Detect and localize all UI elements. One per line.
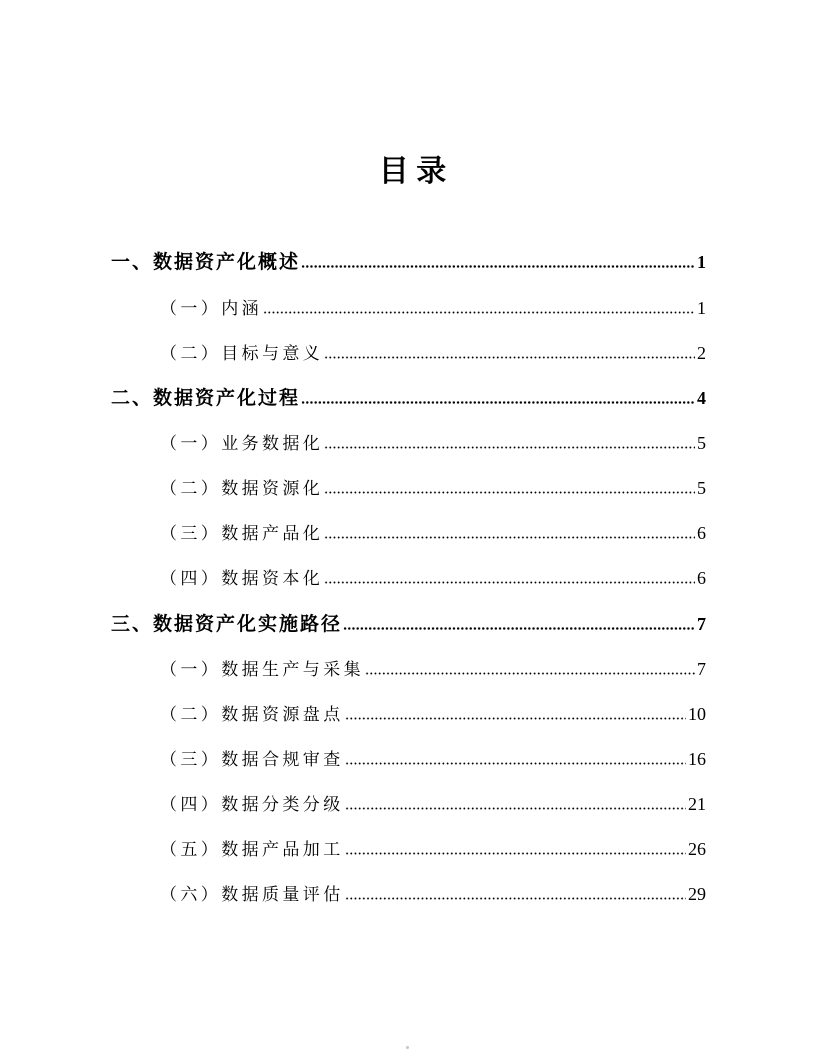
toc-page-number: 6 <box>697 523 706 544</box>
toc-subsection-label: （一）数据生产与采集 <box>160 659 364 679</box>
toc-section-label: 一、数据资产化概述 <box>111 252 301 274</box>
toc-subsection-3-2 <box>111 692 706 737</box>
dot-leader <box>324 536 695 539</box>
table-of-contents <box>111 240 706 917</box>
toc-title: 目 录 <box>378 155 447 188</box>
toc-subsection-label: （一）业务数据化 <box>160 433 324 453</box>
toc-subsection-2-4 <box>111 556 706 601</box>
dot-leader <box>345 762 686 765</box>
toc-page-number: 26 <box>688 839 706 860</box>
toc-subsection-3-3 <box>111 737 706 782</box>
toc-page-number: 1 <box>697 297 706 318</box>
toc-page-number: 1 <box>697 252 706 273</box>
toc-subsection-2-2 <box>111 466 706 511</box>
toc-page-number: 10 <box>688 703 706 724</box>
dot-leader <box>324 446 695 449</box>
toc-subsection-label: （四）数据资本化 <box>160 569 324 589</box>
toc-subsection-1-1 <box>111 286 706 331</box>
toc-page-number: 6 <box>697 568 706 589</box>
dot-leader <box>345 852 686 855</box>
toc-section-1 <box>111 240 706 285</box>
dot-leader <box>345 807 686 810</box>
toc-section-label: 二、数据资产化过程 <box>111 387 301 409</box>
toc-page-number: 2 <box>697 342 706 363</box>
toc-subsection-label: （四）数据分类分级 <box>160 795 344 815</box>
toc-subsection-label: （二）数据资源化 <box>160 479 324 499</box>
dot-leader <box>365 672 695 675</box>
dot-leader <box>345 897 686 900</box>
dot-leader <box>301 265 695 268</box>
toc-page-number: 7 <box>697 613 706 634</box>
toc-subsection-label: （三）数据产品化 <box>160 524 324 544</box>
dot-leader <box>324 491 695 494</box>
toc-page-number: 16 <box>688 748 706 769</box>
toc-subsection-3-5 <box>111 827 706 872</box>
toc-subsection-label: （二）数据资源盘点 <box>160 704 344 724</box>
toc-page-number: 5 <box>697 478 706 499</box>
toc-subsection-2-1 <box>111 421 706 466</box>
dot-leader <box>263 311 695 314</box>
toc-page-number: 7 <box>697 658 706 679</box>
toc-subsection-3-1 <box>111 647 706 692</box>
toc-subsection-label: （五）数据产品加工 <box>160 840 344 860</box>
toc-subsection-2-3 <box>111 511 706 556</box>
toc-subsection-3-4 <box>111 782 706 827</box>
toc-page-number: 4 <box>697 387 706 408</box>
toc-page-number: 5 <box>697 432 706 453</box>
toc-section-3 <box>111 602 706 647</box>
toc-subsection-1-2 <box>111 331 706 376</box>
toc-section-2 <box>111 376 706 421</box>
dot-leader <box>343 627 695 630</box>
toc-subsection-label: （一）内涵 <box>160 298 262 318</box>
toc-subsection-label: （六）数据质量评估 <box>160 885 344 905</box>
toc-section-label: 三、数据资产化实施路径 <box>111 613 343 635</box>
toc-subsection-3-6 <box>111 872 706 917</box>
toc-page-number: 21 <box>688 794 706 815</box>
footer-dot-mark <box>406 1046 409 1049</box>
dot-leader <box>301 401 695 404</box>
dot-leader <box>345 717 686 720</box>
dot-leader <box>324 356 695 359</box>
dot-leader <box>324 581 695 584</box>
toc-subsection-label: （二）目标与意义 <box>160 343 324 363</box>
toc-page-number: 29 <box>688 884 706 905</box>
toc-subsection-label: （三）数据合规审查 <box>160 749 344 769</box>
